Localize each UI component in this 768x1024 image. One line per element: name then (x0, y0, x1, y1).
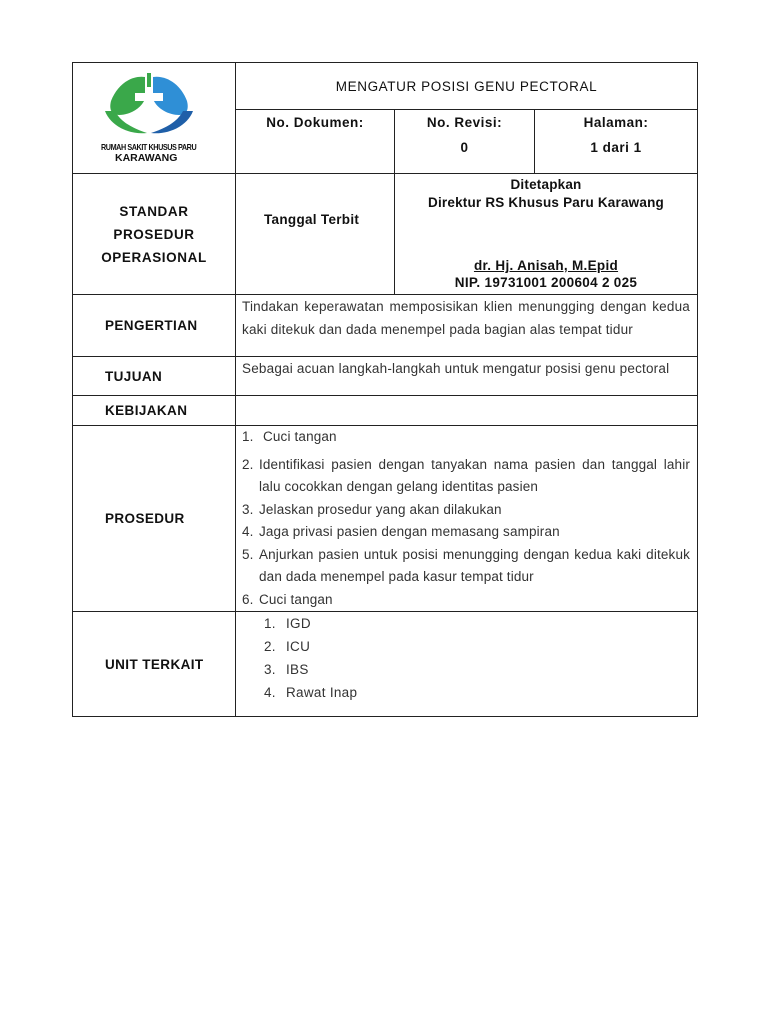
hospital-logo (101, 71, 211, 164)
pengertian-text: Tindakan keperawatan memposisikan klien menungging dengan kedua kaki ditekuk dan dada menempel pada bagian alas tempat tidur (236, 295, 698, 357)
revision-value: 0 (460, 140, 469, 155)
logo-text-line2: KARAWANG (115, 151, 178, 164)
doc-number-cell (236, 110, 395, 174)
issue-date-cell (236, 174, 395, 295)
list-item: 3. Jelaskan prosedur yang akan dilakukan (242, 501, 502, 517)
tujuan-text: Sebagai acuan langkah-langkah untuk mengatur posisi genu pectoral (236, 357, 698, 396)
page-label: Halaman: (583, 115, 649, 130)
sop-document (72, 62, 697, 717)
list-item: 5. Anjurkan pasien untuk posisi menungging dengan kedua kaki ditekuk dan dada menempel pada kasur tempat tidur (242, 546, 690, 584)
list-item: 2. ICU (264, 639, 311, 654)
page-value: 1 dari 1 (590, 140, 642, 155)
sop-label-line3: OPERASIONAL (101, 249, 207, 265)
list-item: 4. Rawat Inap (264, 685, 358, 700)
list-item: 2. Identifikasi pasien dengan tanyakan nama pasien dan tanggal lahir lalu cocokkan dengan gelang identitas pasien (242, 456, 690, 494)
list-item: 6. Cuci tangan (242, 591, 333, 607)
approval-director: Direktur RS Khusus Paru Karawang (428, 195, 664, 210)
signer-nip: NIP. 19731001 200604 2 025 (454, 275, 638, 290)
page-cell (535, 110, 698, 174)
doc-number-label: No. Dokumen: (266, 115, 364, 130)
revision-label: No. Revisi: (426, 115, 503, 130)
sop-label-line2: PROSEDUR (113, 226, 195, 242)
logo-text-line1: RUMAH SAKIT KHUSUS PARU (101, 141, 197, 152)
revision-cell (395, 110, 535, 174)
prosedur-list (236, 426, 697, 611)
logo-cell (73, 63, 236, 174)
sop-label-line1: STANDAR (119, 203, 189, 219)
unit-cell (236, 612, 698, 717)
sop-label-cell (73, 174, 236, 295)
sop-table (72, 62, 698, 717)
issue-date-label: Tanggal Terbit (264, 212, 360, 227)
unit-label: UNIT TERKAIT (73, 612, 236, 717)
approval-heading: Ditetapkan (510, 177, 582, 192)
tujuan-label: TUJUAN (73, 357, 236, 396)
pengertian-label: PENGERTIAN (73, 295, 236, 357)
signer-name: dr. Hj. Anisah, M.Epid (473, 258, 619, 273)
list-item: 1. IGD (264, 616, 311, 631)
prosedur-label: PROSEDUR (73, 426, 236, 612)
kebijakan-text (236, 396, 698, 426)
unit-list (236, 612, 697, 704)
kebijakan-label: KEBIJAKAN (73, 396, 236, 426)
lungs-hands-icon (101, 71, 197, 141)
prosedur-cell (236, 426, 698, 612)
list-item: 3. IBS (264, 662, 309, 677)
list-item: 4. Jaga privasi pasien dengan memasang sampiran (242, 524, 560, 539)
list-item: 1. Cuci tangan (242, 429, 337, 444)
document-title: MENGATUR POSISI GENU PECTORAL (236, 63, 698, 110)
approval-cell (395, 174, 698, 295)
